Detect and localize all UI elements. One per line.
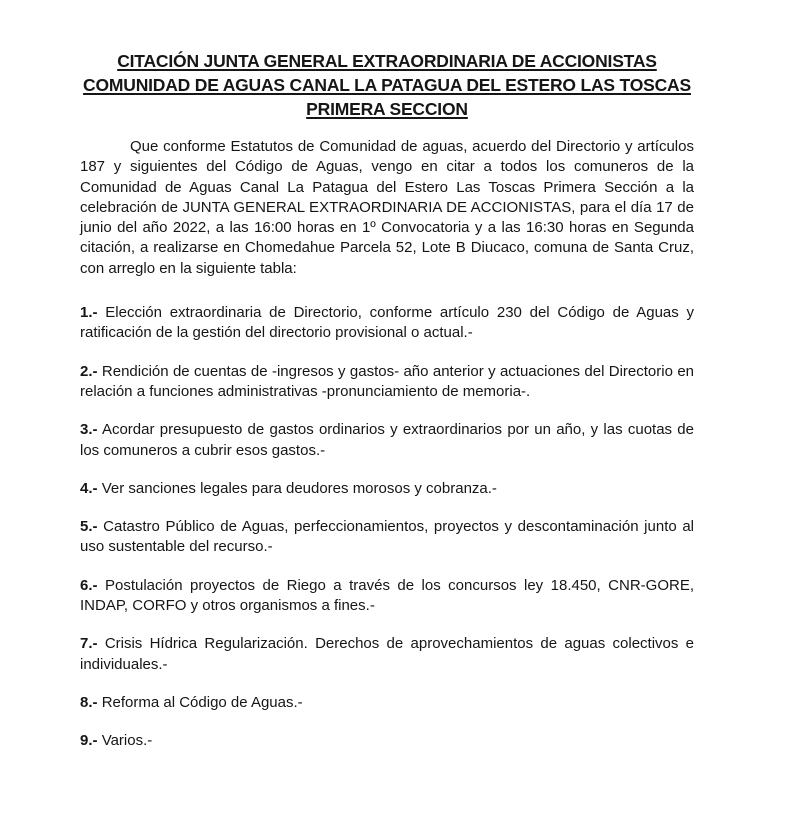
- agenda-item-9: [80, 731, 694, 751]
- agenda-item-3: [80, 420, 694, 461]
- item-text: Catastro Público de Aguas, perfeccionamientos, proyectos y descontaminación junto al uso sustentable del recurso.-: [80, 518, 694, 556]
- agenda-item-1: [80, 303, 694, 344]
- item-number: 3.-: [80, 421, 98, 439]
- item-text: Varios.-: [101, 732, 153, 750]
- item-text: Crisis Hídrica Regularización. Derechos de aprovechamientos de aguas colectivos e individuales.-: [80, 635, 695, 673]
- item-number: 9.-: [80, 732, 98, 750]
- item-number: 5.-: [80, 518, 98, 536]
- item-text: Rendición de cuentas de -ingresos y gastos- año anterior y actuaciones del Directorio en relación a funciones administrativas -pronunciamiento de memoria-.: [80, 362, 694, 400]
- agenda-item-5: [80, 517, 694, 558]
- agenda-item-7: [80, 634, 694, 675]
- item-number: 6.-: [80, 576, 98, 594]
- item-number: 4.-: [80, 479, 98, 497]
- item-number: 8.-: [80, 693, 98, 711]
- item-number: 2.-: [80, 362, 98, 380]
- item-text: Ver sanciones legales para deudores morosos y cobranza.-: [101, 479, 497, 497]
- item-number: 7.-: [80, 635, 98, 653]
- agenda-list: [80, 303, 694, 751]
- item-text: Acordar presupuesto de gastos ordinarios y extraordinarios por un año, y las cuotas de los comuneros a cubrir esos gastos.-: [80, 421, 694, 459]
- agenda-item-8: [80, 693, 694, 713]
- agenda-item-6: [80, 576, 694, 617]
- title-line-1: CITACIÓN JUNTA GENERAL EXTRAORDINARIA DE ACCIONISTAS: [117, 51, 657, 71]
- title-line-3: PRIMERA SECCION: [306, 99, 468, 119]
- agenda-item-2: [80, 362, 694, 403]
- agenda-item-4: [80, 479, 694, 499]
- item-text: Elección extraordinaria de Directorio, conforme artículo 230 del Código de Aguas y ratificación de la gestión del directorio provisional o actual.-: [80, 304, 694, 342]
- item-number: 1.-: [80, 304, 98, 322]
- title-line-2: COMUNIDAD DE AGUAS CANAL LA PATAGUA DEL ESTERO LAS TOSCAS: [83, 75, 691, 95]
- item-text: Postulación proyectos de Riego a través de los concursos ley 18.450, CNR-GORE, INDAP, CORFO y otros organismos a fines.-: [80, 576, 694, 615]
- document-title: [80, 49, 694, 121]
- item-text: Reforma al Código de Aguas.-: [101, 693, 303, 711]
- intro-paragraph: Que conforme Estatutos de Comunidad de aguas, acuerdo del Directorio y artículos 187 y siguientes del Código de Aguas, vengo en citar a todos los comuneros de la Comunidad de Aguas Canal La Patagua del Estero Las Toscas Primera Sección a la celebración de JUNTA GENERAL EXTRAORDINARIA DE ACCIONISTAS, para el día 17 de junio del año 2022, a las 16:00 horas en 1º Convocatoria y a las 16:30 horas en Segunda citación, a realizarse en Chomedahue Parcela 52, Lote B Diucaco, comuna de Santa Cruz, con arreglo en la siguiente tabla:: [80, 138, 694, 277]
